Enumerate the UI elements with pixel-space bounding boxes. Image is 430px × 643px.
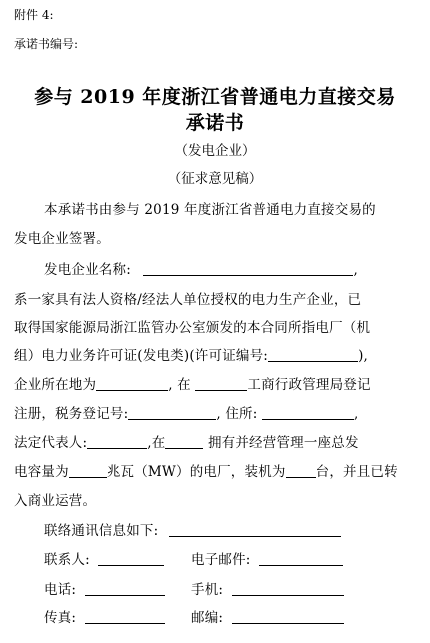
company-name-row: 发电企业名称: , <box>44 262 358 278</box>
para-line8: 入商业运营。 <box>14 493 97 509</box>
para-line3: 组）电力业务许可证(发电类)(许可证编号: ), <box>14 348 369 364</box>
para-line7: 电容量为 兆瓦（MW）的电厂，装机为 台，并且已转 <box>14 464 398 480</box>
company-name-blank <box>143 262 353 276</box>
license-number-blank <box>268 348 358 362</box>
registration-office-blank <box>195 377 247 391</box>
mobile-blank <box>232 582 344 596</box>
email-blank <box>259 552 343 566</box>
letter-number-label: 承诺书编号: <box>14 37 79 51</box>
tax-number-blank <box>128 406 216 420</box>
fax-row: 传真: <box>44 606 165 626</box>
company-name-label: 发电企业名称: <box>44 262 131 278</box>
contact-person-row: 联系人: <box>44 548 164 568</box>
document-title-line2: 承诺书 <box>185 112 245 134</box>
contact-person-blank <box>98 552 164 566</box>
legal-rep-blank <box>87 435 147 449</box>
subtitle-draft: （征求意见稿） <box>167 171 263 187</box>
para-line5: 注册，税务登记号: , 住所: , <box>14 406 359 422</box>
address-blank <box>262 406 354 420</box>
mobile-row: 手机: <box>191 578 344 598</box>
postcode-row: 邮编: <box>191 606 344 626</box>
phone-row: 电话: <box>44 578 165 598</box>
attachment-label: 附件 4: <box>14 8 54 22</box>
document-title-line1: 参与 2019 年度浙江省普通电力直接交易 <box>34 86 396 108</box>
postcode-blank <box>232 610 344 624</box>
contact-heading: 联络通讯信息如下: <box>44 523 159 539</box>
subtitle-generation-company: （发电企业） <box>174 143 256 159</box>
para-line4: 企业所在地为 , 在 工商行政管理局登记 <box>14 377 371 393</box>
contact-heading-row <box>44 519 341 539</box>
fax-blank <box>85 610 165 624</box>
plant-location-blank <box>165 435 203 449</box>
para-line6: 法定代表人: ,在 拥有并经营管理一座总发 <box>14 435 359 451</box>
contact-heading-blank <box>169 523 341 537</box>
email-row: 电子邮件: <box>191 548 343 568</box>
para-line2: 取得国家能源局浙江监管办公室颁发的本合同所指电厂（机 <box>14 320 371 336</box>
intro-line1: 本承诺书由参与 2019 年度浙江省普通电力直接交易的 <box>44 202 376 218</box>
para-line1: 系一家具有法人资格/经法人单位授权的电力生产企业，已 <box>14 292 362 308</box>
units-blank <box>286 464 316 478</box>
location-blank <box>96 377 168 391</box>
phone-blank <box>85 582 165 596</box>
intro-line2: 发电企业签署。 <box>14 231 110 247</box>
capacity-blank <box>69 464 107 478</box>
